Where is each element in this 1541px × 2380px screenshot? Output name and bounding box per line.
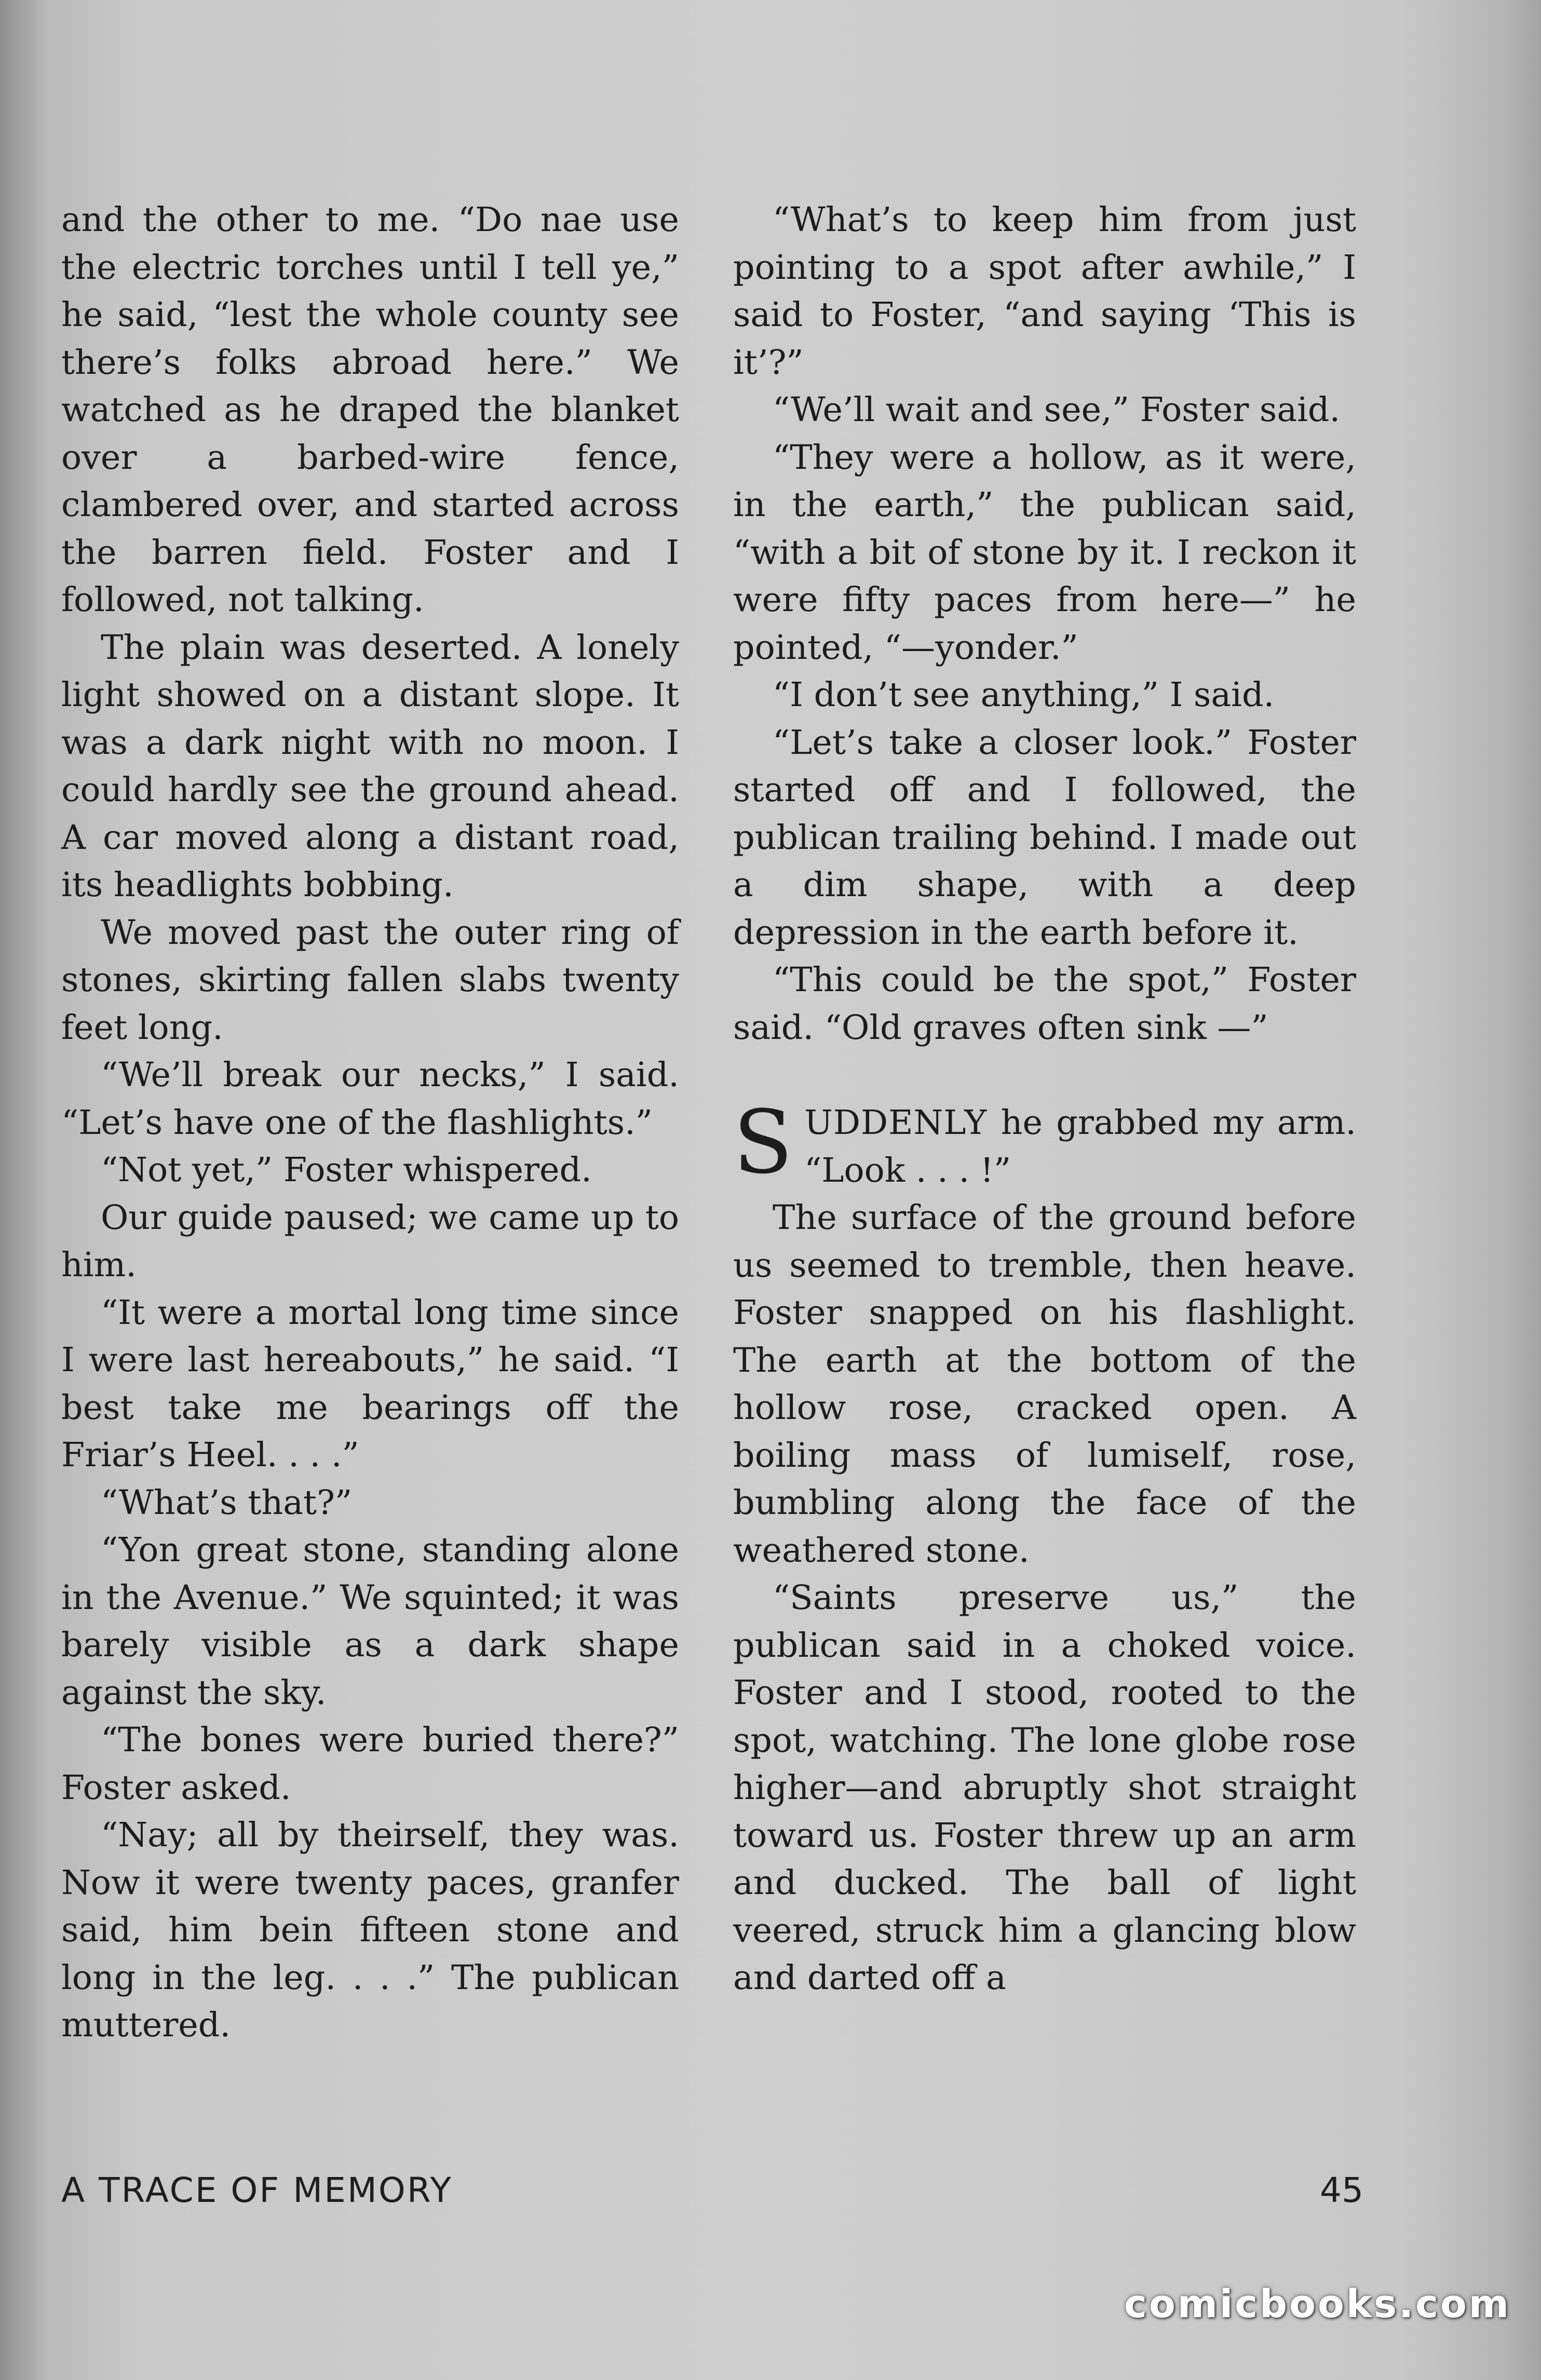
paragraph: “What’s to keep him from just pointing to a spot after awhile,” I said to Foster, “and saying ‘This is it’?” bbox=[733, 200, 1356, 382]
paragraph: “We’ll break our necks,” I said. “Let’s have one of the flashlights.” bbox=[61, 1056, 679, 1142]
paragraph: “It were a mortal long time since I were last hereabouts,” he said. “I best take me bearings off the Friar’s Heel. . . .” bbox=[61, 1293, 679, 1475]
paragraph: and the other to me. “Do nae use the electric torches until I tell ye,” he said, “lest the whole county see there’s folks abroad here.” We watched as he draped the blanket over a barbed-wire fence, clambered over, and started across the barren field. Foster and I followed, not talking. bbox=[61, 200, 679, 619]
left-column bbox=[61, 196, 679, 2049]
running-footer-title: A TRACE OF MEMORY bbox=[61, 2170, 453, 2210]
paragraph: We moved past the outer ring of stones, skirting fallen slabs twenty feet long. bbox=[61, 913, 679, 1047]
paragraph: “The bones were buried there?” Foster asked. bbox=[61, 1721, 679, 1807]
paragraph: “What’s that?” bbox=[101, 1483, 353, 1522]
paragraph: “Nay; all by theirself, they was. Now it were twenty paces, granfer said, him bein fifteen stone and long in the leg. . . .” The publican muttered. bbox=[61, 1816, 679, 2045]
paragraph: “Let’s take a closer look.” Foster started off and I followed, the publican trailing behind. I made out a dim shape, with a deep depression in the earth before it. bbox=[733, 723, 1356, 952]
paragraph: “Not yet,” Foster whispered. bbox=[101, 1151, 592, 1189]
paragraph: “Saints preserve us,” the publican said in a choked voice. Foster and I stood, rooted to the spot, watching. The lone globe rose higher—and abruptly shot straight toward us. Foster threw up an arm and ducked. The ball of light veered, struck him a glancing blow and darted off a bbox=[733, 1578, 1356, 1997]
dropcap-paragraph-rest: he grabbed my arm. “Look . . . !” bbox=[804, 1103, 1356, 1190]
drop-cap-letter: S bbox=[733, 1091, 793, 1193]
paragraph: “I don’t see anything,” I said. bbox=[773, 675, 1275, 714]
paragraph: The plain was deserted. A lonely light showed on a distant slope. It was a dark night with no moon. I could hardly see the ground ahead. A car moved along a distant road, its headlights bobbing. bbox=[61, 628, 679, 904]
paragraph: “We’ll wait and see,” Foster said. bbox=[773, 390, 1341, 429]
section-break bbox=[733, 1051, 1356, 1099]
smallcaps-word: UDDENLY bbox=[804, 1103, 988, 1142]
watermark-text: comicbooks.com bbox=[1124, 2282, 1511, 2327]
paragraph: The surface of the ground before us seemed to tremble, then heave. Foster snapped on his flashlight. The earth at the bottom of the hollow rose, cracked open. A boiling mass of lumiself, rose, bumbling along the face of the weathered stone. bbox=[733, 1198, 1356, 1570]
paragraph: “This could be the spot,” Foster said. “Old graves often sink —” bbox=[733, 961, 1356, 1047]
paragraph: “Yon great stone, standing alone in the Avenue.” We squinted; it was barely visible as a dark shape against the sky. bbox=[61, 1531, 679, 1712]
page-number: 45 bbox=[1320, 2170, 1363, 2210]
paragraph: Our guide paused; we came up to him. bbox=[61, 1198, 679, 1284]
dropcap-paragraph bbox=[733, 1091, 1356, 1194]
right-column bbox=[733, 196, 1356, 2002]
paragraph: “They were a hollow, as it were, in the earth,” the publican said, “with a bit of stone by it. I reckon it were fifty paces from here—” he pointed, “—yonder.” bbox=[733, 438, 1356, 667]
